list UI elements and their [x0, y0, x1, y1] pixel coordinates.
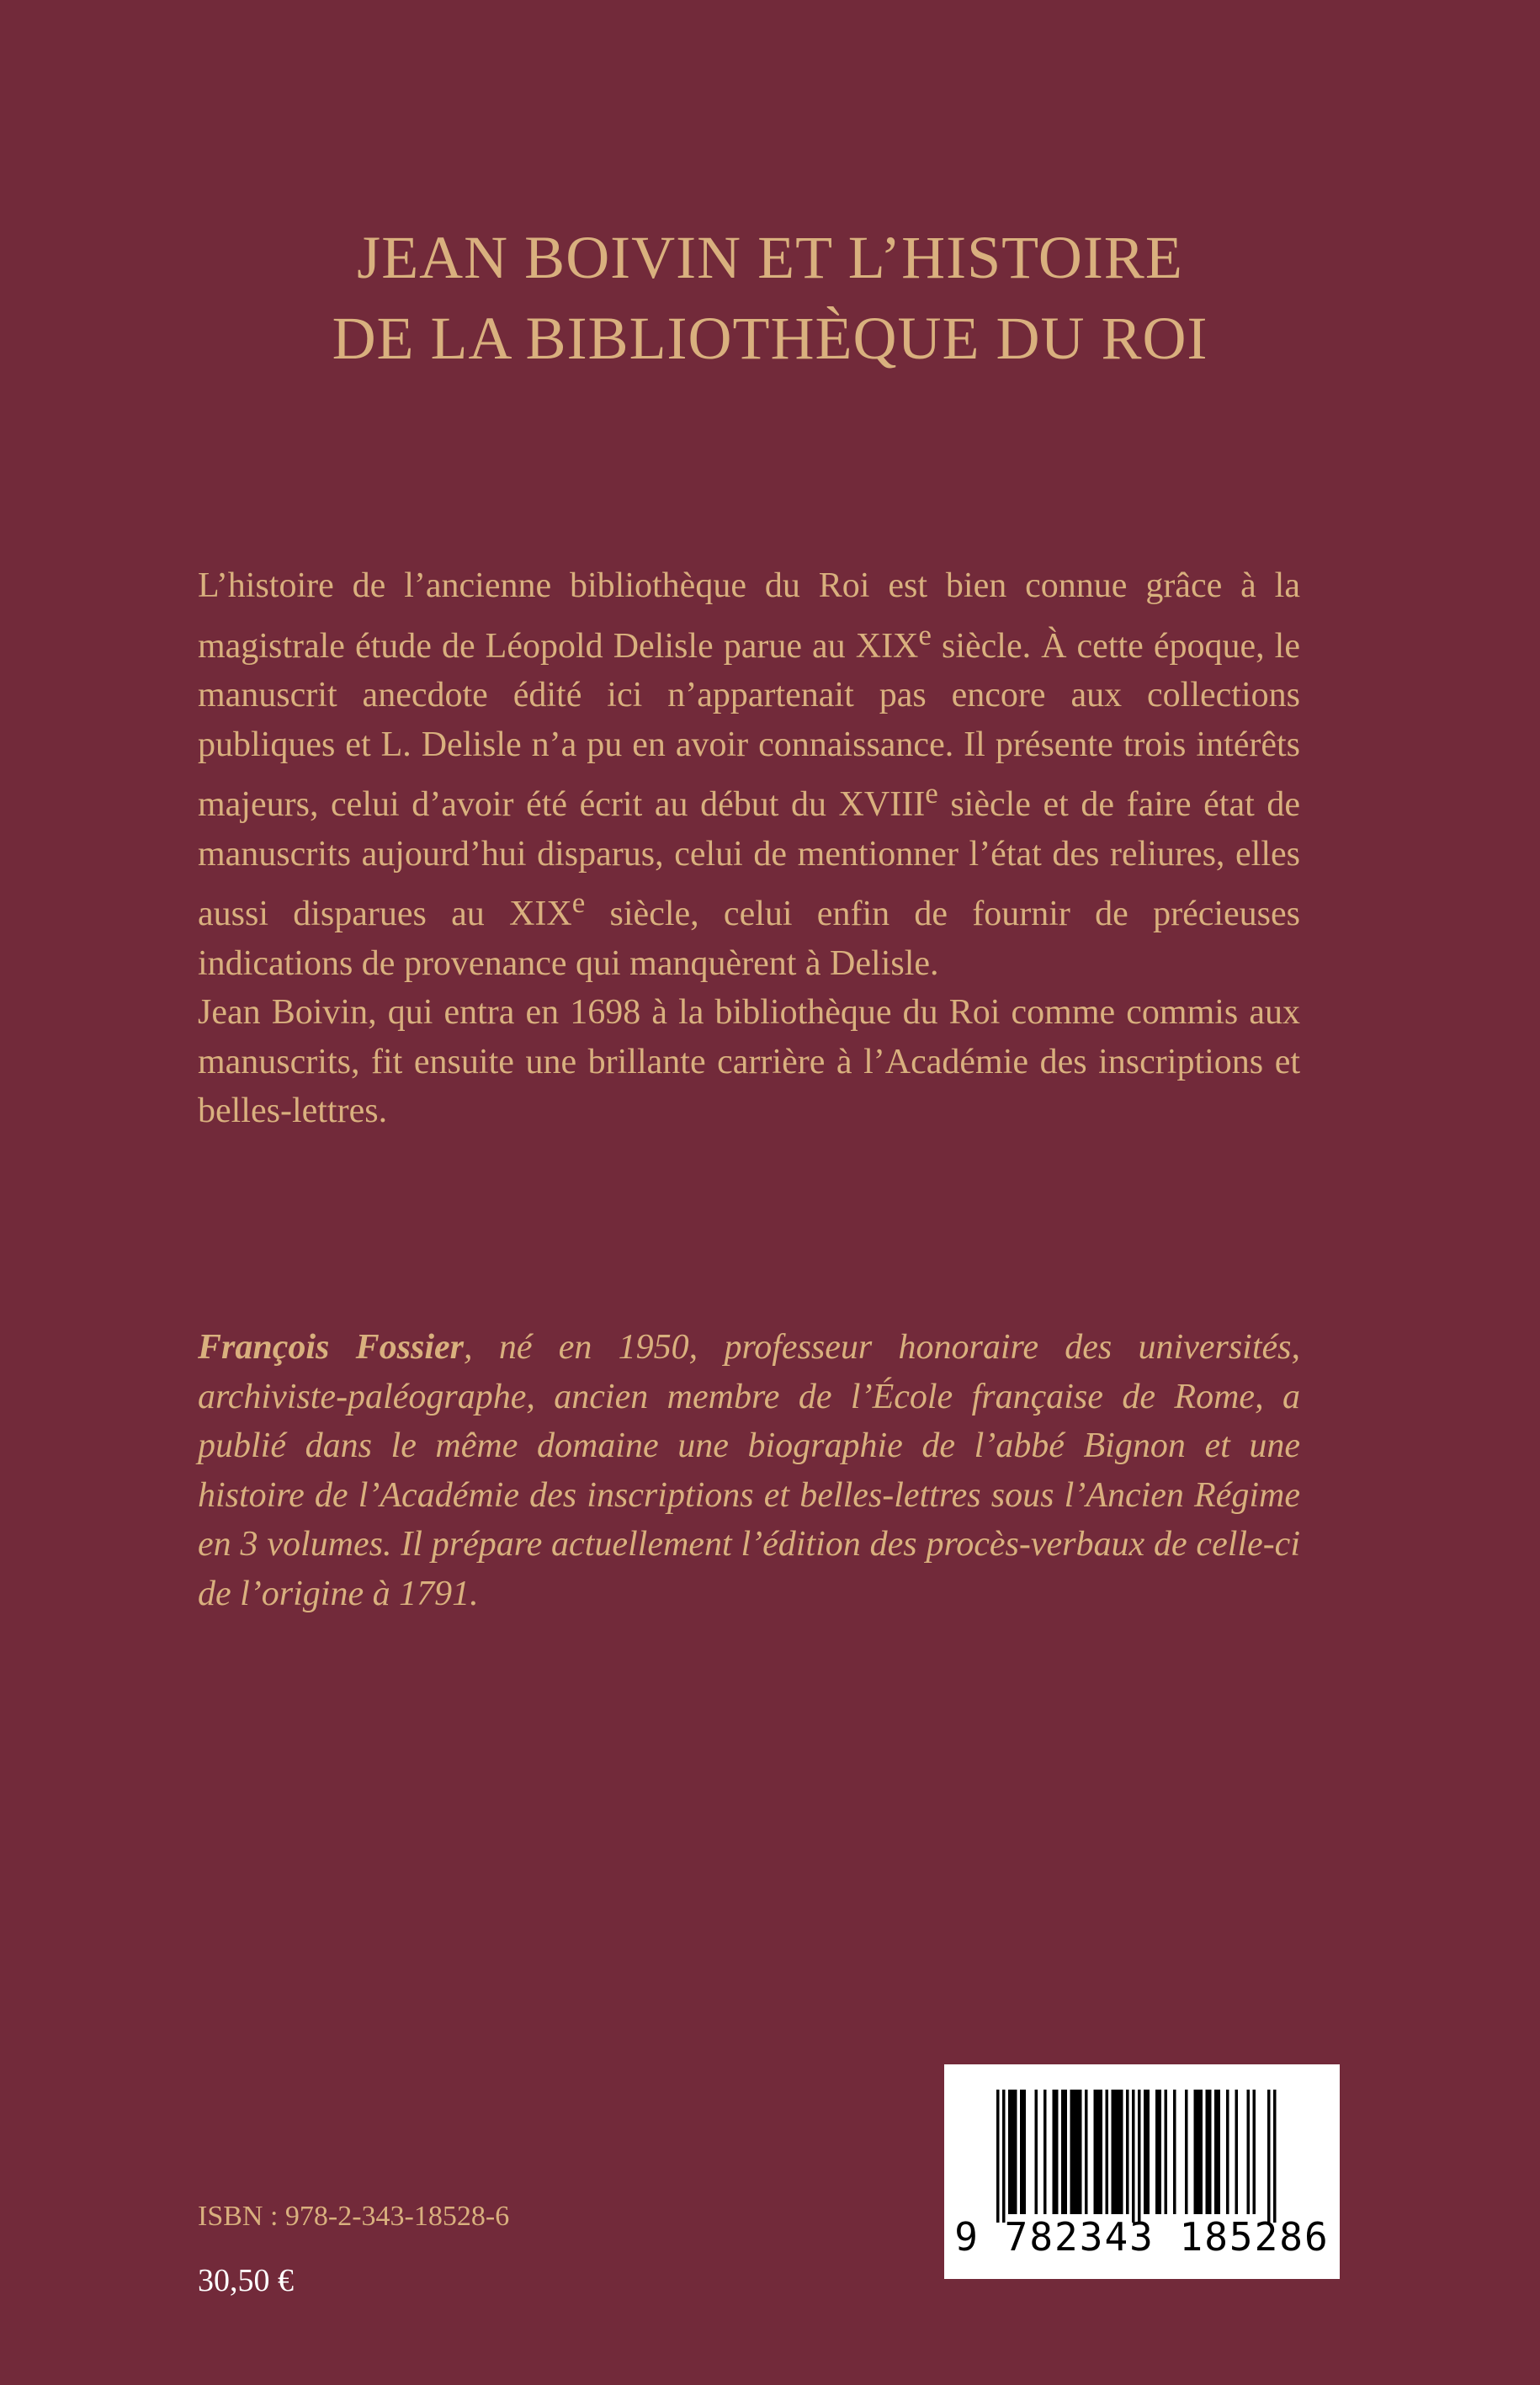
- barcode-bar: [1043, 2090, 1047, 2214]
- author-bio-text: , né en 1950, professeur honoraire des universités, archiviste-paléographe, ancien membre de l’École française de Rome, a publié dans le même domaine une biographie de l’abbé Bignon et une histoire de l’Académie des inscriptions et belles-lettres sous l’Ancien Régime en 3 volumes. Il prépare actuellement l’édition des procès-verbaux de celle-ci de l’origine à 1791.: [198, 1328, 1301, 1613]
- barcode-guard-bar: [1002, 2090, 1006, 2223]
- author-bio: [198, 1323, 1300, 1618]
- barcode-digits: 9 782343 185286: [954, 2214, 1330, 2260]
- barcode-bar: [1112, 2090, 1115, 2214]
- isbn: ISBN : 978-2-343-18528-6: [198, 2201, 510, 2232]
- barcode-bar: [1035, 2090, 1038, 2214]
- barcode-guard-bar: [1273, 2090, 1277, 2223]
- barcode-bar: [1014, 2090, 1017, 2214]
- barcode-guard-bar: [1267, 2090, 1271, 2223]
- superscript: e: [571, 886, 586, 919]
- barcode-bar: [1159, 2090, 1162, 2214]
- barcode-bar: [1185, 2090, 1188, 2214]
- barcode-bar: [1126, 2090, 1129, 2214]
- barcode-bar: [1020, 2090, 1023, 2214]
- barcode-bar: [1097, 2090, 1100, 2214]
- barcode-guard-bar: [1132, 2090, 1135, 2223]
- barcode-bar: [1253, 2090, 1256, 2214]
- barcode-bar: [1147, 2090, 1150, 2214]
- barcode-bar: [1100, 2090, 1103, 2214]
- superscript: e: [918, 618, 932, 651]
- barcode-bar: [1061, 2090, 1065, 2214]
- barcode-bar: [1144, 2090, 1147, 2214]
- barcode-bar: [1118, 2090, 1121, 2214]
- barcode: [944, 2064, 1340, 2279]
- barcode-bar: [1165, 2090, 1168, 2214]
- barcode-bar: [1200, 2090, 1203, 2214]
- superscript: e: [925, 777, 938, 810]
- synopsis-text-a: L’histoire de l’ancienne bibliothèque du Roi est bien connue grâce à la magistrale étude de Léopold Delisle parue au XIX: [198, 566, 1300, 666]
- barcode-bar: [1106, 2090, 1109, 2214]
- barcode-guard-bar: [1138, 2090, 1141, 2223]
- barcode-bar: [1197, 2090, 1200, 2214]
- book-title: [0, 217, 1540, 379]
- barcode-bar: [1208, 2090, 1212, 2214]
- barcode-bar: [1085, 2090, 1088, 2214]
- barcode-bar: [1214, 2090, 1218, 2214]
- synopsis-paragraph-2: Jean Boivin, qui entra en 1698 à la bibliothèque du Roi comme commis aux manuscrits, fit ensuite une brillante carrière à l’Académie des inscriptions et belles-lettres.: [198, 993, 1300, 1130]
- author-bio-paragraph: [198, 1323, 1300, 1618]
- barcode-bar: [1055, 2090, 1059, 2214]
- barcode-bar: [1235, 2090, 1239, 2214]
- synopsis-text-b: siècle. À cette époque, le manuscrit anecdote édité ici n’appartenait pas encore aux collections publiques et L. Delisle n’a pu en avoir connaissance. Il présente trois intérêts majeurs, celui d’avoir été écrit au début du XVIII: [198, 626, 1300, 824]
- barcode-bar: [1073, 2090, 1076, 2214]
- barcode-bar: [1070, 2090, 1074, 2214]
- book-title-line-1: JEAN BOIVIN ET L’HISTOIRE: [357, 224, 1183, 291]
- barcode-bar: [1155, 2090, 1159, 2214]
- synopsis: [198, 561, 1300, 1136]
- price: 30,50 €: [198, 2263, 294, 2298]
- barcode-bar: [1173, 2090, 1176, 2214]
- synopsis-text-d: siècle, celui enfin de fournir de précieuses indications de provenance qui manquèrent à Delisle.: [198, 895, 1300, 983]
- barcode-bar: [1065, 2090, 1068, 2214]
- book-title-line-2: DE LA BIBLIOTHÈQUE DU ROI: [332, 305, 1208, 372]
- barcode-bar: [1120, 2090, 1123, 2214]
- barcode-bar: [1053, 2090, 1056, 2214]
- synopsis-text-c: siècle et de faire état de manuscrits aujourd’hui disparus, celui de mentionner l’état des reliures, elles aussi disparues au XIX: [198, 785, 1300, 933]
- barcode-bar: [1218, 2090, 1221, 2214]
- barcode-bar: [1206, 2090, 1209, 2214]
- barcode-bar: [1247, 2090, 1251, 2214]
- barcode-bar: [1008, 2090, 1012, 2214]
- barcode-bar: [1076, 2090, 1080, 2214]
- synopsis-paragraph-1: [198, 561, 1300, 988]
- barcode-bar: [1114, 2090, 1118, 2214]
- author-name: François Fossier: [198, 1328, 465, 1367]
- barcode-bar: [1094, 2090, 1097, 2214]
- barcode-bar: [1012, 2090, 1015, 2214]
- barcode-bar: [1194, 2090, 1197, 2214]
- barcode-guard-bar: [996, 2090, 1000, 2223]
- barcode-bar: [1023, 2090, 1027, 2214]
- barcode-bar: [1079, 2090, 1082, 2214]
- barcode-bar: [1226, 2090, 1229, 2214]
